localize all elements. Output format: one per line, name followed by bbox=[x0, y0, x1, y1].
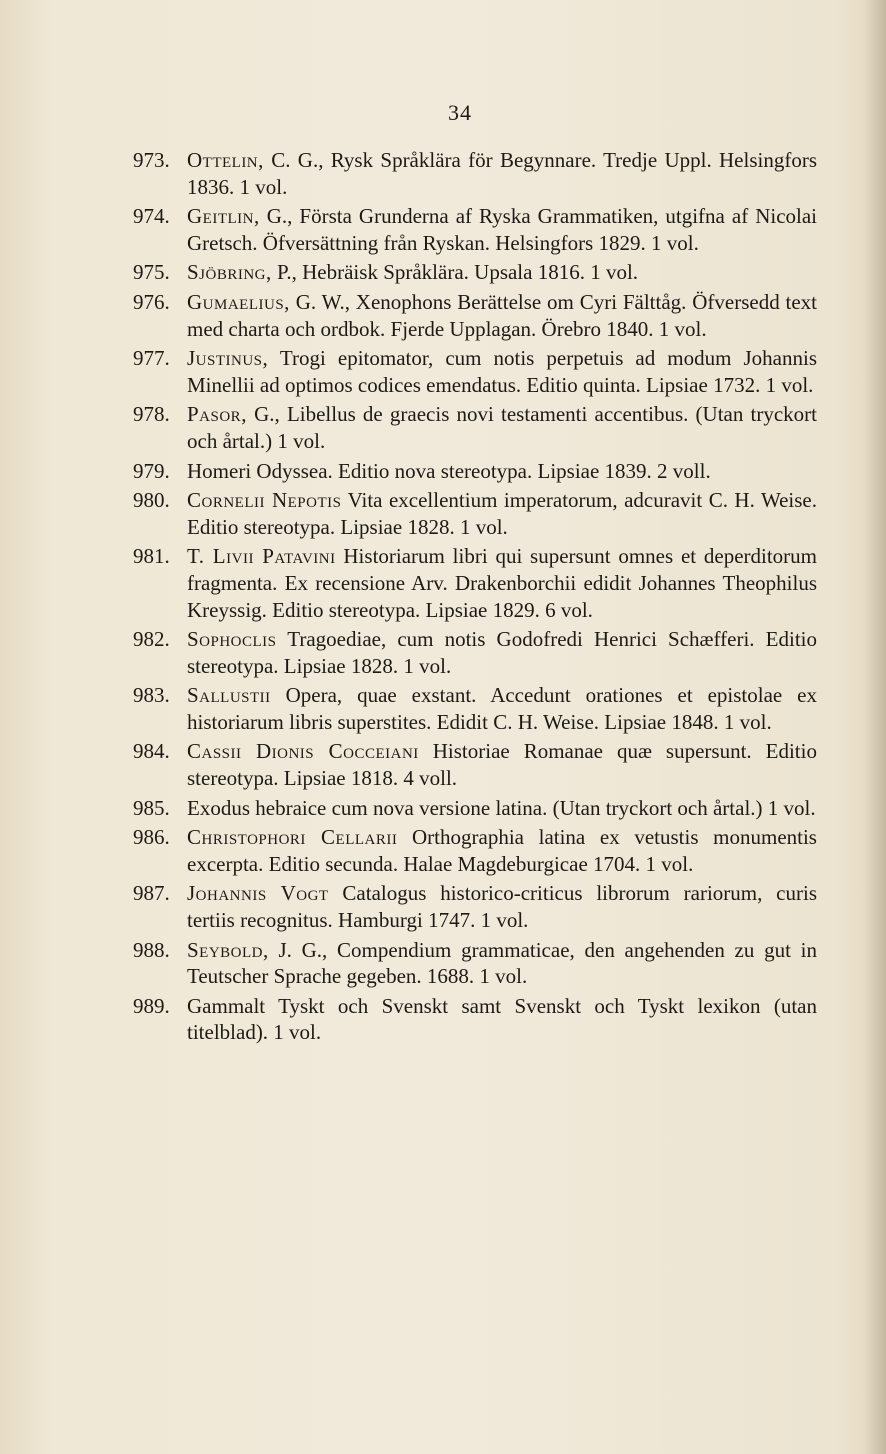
entry-author: Justinus, bbox=[187, 346, 269, 371]
entry-text: G. W., Xenophons Berättelse om Cyri Fälttåg. Öfversedd text med charta och ordbok. Fjerde Upplagan. Örebro 1840. 1 vol. bbox=[187, 289, 817, 341]
entry-text: Homeri Odyssea. Editio nova stereotypa. Lipsiae 1839. 2 voll. bbox=[187, 458, 711, 483]
entry-text: Tragoediae, cum notis Godofredi Henrici Schæfferi. Editio stereotypa. Lipsiae 1828. 1 vol. bbox=[187, 627, 817, 678]
entry-author: Sallustii bbox=[187, 683, 271, 708]
entry-number: 977. bbox=[133, 346, 170, 371]
catalog-entry bbox=[133, 824, 817, 877]
catalog-entry bbox=[133, 487, 817, 540]
entry-author: Sophoclis bbox=[187, 627, 277, 652]
entry-author: Geitlin, bbox=[187, 204, 260, 229]
catalog-entry bbox=[133, 259, 817, 286]
entry-text: Opera, quae exstant. Accedunt orationes et epistolae ex historiarum libris superstites. Edidit C. H. Weise. Lipsiae 1848. 1 vol. bbox=[187, 683, 817, 734]
entry-number: 986. bbox=[133, 825, 170, 850]
entry-text: Gammalt Tyskt och Svenskt samt Svenskt och Tyskt lexikon (utan titelblad). 1 vol. bbox=[187, 993, 817, 1045]
entry-text: Historiae Romanae quæ supersunt. Editio stereotypa. Lipsiae 1818. 4 voll. bbox=[187, 739, 817, 791]
entry-author: Pasor, bbox=[187, 402, 247, 427]
catalog-entry bbox=[133, 738, 817, 791]
catalog-entry bbox=[133, 458, 817, 485]
catalog-entry bbox=[133, 880, 817, 933]
entry-number: 989. bbox=[133, 993, 170, 1018]
entry-number: 973. bbox=[133, 148, 170, 172]
catalog-entry bbox=[133, 626, 817, 679]
catalog-entry bbox=[133, 289, 817, 342]
entry-text: Exodus hebraice cum nova versione latina. (Utan tryckort och årtal.) 1 vol. bbox=[187, 795, 816, 820]
entry-number: 983. bbox=[133, 683, 170, 708]
entry-author: Christophori Cellarii bbox=[187, 825, 398, 850]
entry-author: Johannis Vogt bbox=[187, 881, 329, 906]
entry-text: G., Libellus de graecis novi testamenti accentibus. (Utan tryckort och årtal.) 1 vol. bbox=[187, 402, 817, 453]
catalog-entry bbox=[133, 795, 817, 822]
entry-text: C. G., Rysk Språklära för Begynnare. Tredje Uppl. Helsingfors 1836. 1 vol. bbox=[187, 148, 817, 199]
entry-author: Sjöbring, bbox=[187, 260, 272, 285]
entry-number: 974. bbox=[133, 204, 170, 229]
entry-number: 981. bbox=[133, 544, 170, 569]
entry-text: J. G., Compendium grammaticae, den angehenden zu gut in Teutscher Sprache gegeben. 1688. 1 vol. bbox=[187, 937, 817, 989]
entry-author: Gumaelius, bbox=[187, 289, 290, 314]
catalog-entry bbox=[133, 203, 817, 256]
catalog-entry bbox=[133, 993, 817, 1046]
entry-text: Orthographia latina ex vetustis monumentis excerpta. Editio secunda. Halae Magdeburgicae 1704. 1 vol. bbox=[187, 825, 817, 876]
catalog-entry bbox=[133, 937, 817, 990]
entry-author: Cassii Dionis Cocceiani bbox=[187, 739, 419, 764]
entry-author: Ottelin, bbox=[187, 148, 264, 172]
entry-number: 978. bbox=[133, 402, 170, 427]
entry-number: 987. bbox=[133, 881, 170, 906]
entry-number: 982. bbox=[133, 627, 170, 652]
entry-author: Seybold, bbox=[187, 937, 269, 962]
catalog-entry bbox=[133, 345, 817, 398]
entry-text: Vita excellentium imperatorum, adcuravit C. H. Weise. Editio stereotypa. Lipsiae 1828. 1 vol. bbox=[187, 488, 817, 539]
entry-number: 980. bbox=[133, 488, 170, 513]
entry-text: Trogi epitomator, cum notis perpetuis ad modum Johannis Minellii ad optimos codices emendatus. Editio quinta. Lipsiae 1732. 1 vol. bbox=[187, 346, 817, 397]
entry-text: Historiarum libri qui supersunt omnes et deperditorum fragmenta. Ex recensione Arv. Drakenborchii edidit Johannes Theophilus Kreyssig. Editio stereotypa. Lipsiae 1829. 6 vol. bbox=[187, 544, 818, 622]
page-number: 34 bbox=[448, 100, 472, 125]
entry-text: Catalogus historico-criticus librorum rariorum, curis tertiis recognitus. Hamburgi 1747. 1 vol. bbox=[187, 881, 817, 933]
entry-number: 988. bbox=[133, 937, 170, 962]
catalog-entry bbox=[133, 682, 817, 735]
entry-number: 985. bbox=[133, 795, 170, 820]
entry-number: 984. bbox=[133, 739, 170, 764]
catalog-entries bbox=[133, 147, 817, 1049]
catalog-entry bbox=[133, 401, 817, 454]
catalog-entry bbox=[133, 543, 817, 623]
entry-text: P., Hebräisk Språklära. Upsala 1816. 1 vol. bbox=[271, 260, 639, 285]
entry-author: Cornelii Nepotis bbox=[187, 488, 342, 513]
entry-number: 979. bbox=[133, 458, 170, 483]
entry-number: 976. bbox=[133, 289, 170, 314]
entry-text: G., Första Grunderna af Ryska Grammatiken, utgifna af Nicolai Gretsch. Öfversättning från Ryskan. Helsingfors 1829. 1 vol. bbox=[187, 204, 817, 255]
page-edge-shadow bbox=[864, 0, 886, 1454]
entry-author: T. Livii Patavini bbox=[187, 544, 336, 569]
catalog-entry bbox=[133, 147, 817, 200]
entry-number: 975. bbox=[133, 260, 170, 285]
